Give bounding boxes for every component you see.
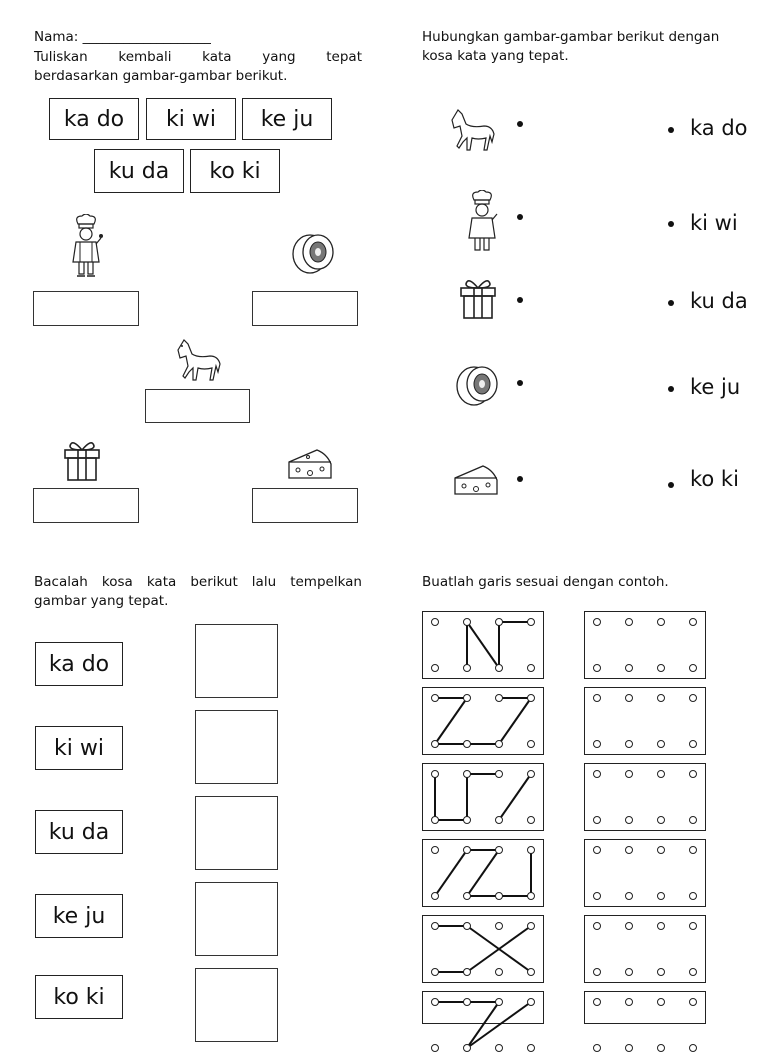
practice-dot-grid[interactable] [584,915,706,983]
grid-dot [464,817,471,824]
practice-dot-grid[interactable] [584,611,706,679]
grid-dot [690,1045,697,1052]
guide-line [467,1002,531,1048]
guide-line [467,622,499,668]
word-card: ka do [49,98,139,140]
grid-dot [528,893,535,900]
example-dot-grid [422,687,544,755]
grid-dot [528,923,535,930]
grid-dot [464,695,471,702]
match-dot[interactable] [517,476,523,482]
grid-dot [658,817,665,824]
guide-line [499,774,531,820]
grid-dot [594,893,601,900]
word-card: ke ju [242,98,332,140]
word-card: ku da [35,810,123,854]
grid-dot [626,695,633,702]
gift-icon [62,438,102,482]
chef-icon [66,214,106,284]
grid-dot [658,619,665,626]
grid-dot [464,619,471,626]
section3-instruction-line1: Bacalah kosa kata berikut lalu tempelkan [34,574,362,590]
grid-dot [496,665,503,672]
grid-dot [528,771,535,778]
grid-dot [690,893,697,900]
picture-paste-box[interactable] [195,796,278,870]
answer-box[interactable] [252,488,358,523]
match-dot[interactable] [517,214,523,220]
guide-line [499,698,531,744]
grid-dot [594,1045,601,1052]
grid-dot [658,847,665,854]
cheese-icon [452,462,500,498]
grid-dot [496,923,503,930]
grid-dot [594,923,601,930]
grid-dot [626,893,633,900]
section3-instruction-line2: gambar yang tepat. [34,593,169,609]
guide-line [467,850,499,896]
picture-paste-box[interactable] [195,624,278,698]
grid-dot [496,969,503,976]
practice-dot-grid[interactable] [584,763,706,831]
grid-dot [528,969,535,976]
horse-icon [446,106,498,152]
grid-dot [594,771,601,778]
grid-dot [496,999,503,1006]
grid-dot [626,923,633,930]
picture-paste-box[interactable] [195,710,278,784]
grid-dot [432,695,439,702]
kiwi-icon [454,362,502,408]
grid-dot [626,1045,633,1052]
grid-dot [496,741,503,748]
match-word: ko ki [690,467,739,491]
grid-dot [690,665,697,672]
grid-dot [594,847,601,854]
section2-instruction-line2: kosa kata yang tepat. [422,48,569,64]
grid-dot [594,969,601,976]
grid-dot [432,999,439,1006]
grid-dot [496,695,503,702]
grid-dot [432,817,439,824]
chef-icon [462,190,502,260]
grid-dot [464,1045,471,1052]
grid-dot [496,893,503,900]
grid-dot [528,695,535,702]
grid-dot [658,741,665,748]
grid-dot [496,1045,503,1052]
grid-dot [626,665,633,672]
grid-dot [432,893,439,900]
grid-dot [528,665,535,672]
grid-dot [464,771,471,778]
grid-dot [464,923,471,930]
answer-box[interactable] [252,291,358,326]
match-word: ki wi [690,211,738,235]
grid-dot [464,847,471,854]
practice-dot-grid[interactable] [584,687,706,755]
word-card: ko ki [190,149,280,193]
grid-dot [658,893,665,900]
grid-dot [690,619,697,626]
example-dot-grid [422,991,544,1024]
grid-dot [690,695,697,702]
match-dot[interactable] [517,297,523,303]
grid-dot [690,817,697,824]
match-dot[interactable] [668,386,674,392]
grid-dot [464,893,471,900]
example-dot-grid [422,839,544,907]
grid-dot [626,969,633,976]
practice-dot-grid[interactable] [584,991,706,1024]
section4-instruction: Buatlah garis sesuai dengan contoh. [422,574,669,590]
grid-dot [496,771,503,778]
grid-dot [432,923,439,930]
match-dot[interactable] [517,380,523,386]
grid-dot [626,817,633,824]
grid-dot [690,923,697,930]
practice-dot-grid[interactable] [584,839,706,907]
example-dot-grid [422,763,544,831]
match-dot[interactable] [668,127,674,133]
grid-dot [496,817,503,824]
word-card: ka do [35,642,123,686]
example-dot-grid [422,611,544,679]
match-dot[interactable] [517,121,523,127]
grid-dot [432,741,439,748]
name-label: Nama: ___________________ [34,29,211,45]
section1-instruction-line1: Tuliskan kembali kata yang tepat [34,49,362,65]
match-word: ka do [690,116,748,140]
grid-dot [528,1045,535,1052]
section1-instruction-line2: berdasarkan gambar-gambar berikut. [34,68,288,84]
guide-line [435,698,467,744]
word-card: ki wi [146,98,236,140]
grid-dot [496,619,503,626]
grid-dot [432,969,439,976]
word-card: ke ju [35,894,123,938]
grid-dot [626,999,633,1006]
grid-dot [432,771,439,778]
grid-dot [690,999,697,1006]
grid-dot [626,741,633,748]
grid-dot [528,817,535,824]
grid-dot [658,665,665,672]
grid-dot [594,695,601,702]
section2-instruction-line1: Hubungkan gambar-gambar berikut dengan [422,29,720,45]
answer-box[interactable] [145,389,250,423]
grid-dot [432,619,439,626]
guide-line [435,850,467,896]
word-card: ku da [94,149,184,193]
grid-dot [464,999,471,1006]
example-dot-grid [422,915,544,983]
grid-dot [432,1045,439,1052]
horse-icon [172,336,224,382]
grid-dot [464,665,471,672]
grid-dot [464,741,471,748]
grid-dot [658,923,665,930]
grid-dot [432,847,439,854]
grid-dot [658,969,665,976]
grid-dot [690,741,697,748]
grid-dot [594,741,601,748]
grid-dot [626,847,633,854]
grid-dot [690,847,697,854]
match-dot[interactable] [668,221,674,227]
match-word: ku da [690,289,748,313]
answer-box[interactable] [33,488,139,523]
kiwi-icon [290,230,338,276]
guide-line [467,1002,499,1048]
grid-dot [528,847,535,854]
picture-paste-box[interactable] [195,882,278,956]
grid-dot [594,817,601,824]
gift-icon [458,276,498,320]
grid-dot [658,771,665,778]
grid-dot [594,665,601,672]
word-card: ki wi [35,726,123,770]
grid-dot [690,771,697,778]
grid-dot [432,665,439,672]
match-dot[interactable] [668,482,674,488]
grid-dot [528,619,535,626]
grid-dot [464,969,471,976]
grid-dot [658,1045,665,1052]
answer-box[interactable] [33,291,139,326]
match-word: ke ju [690,375,741,399]
grid-dot [626,771,633,778]
match-dot[interactable] [668,300,674,306]
grid-dot [528,999,535,1006]
word-card: ko ki [35,975,123,1019]
grid-dot [594,999,601,1006]
grid-dot [658,695,665,702]
grid-dot [528,741,535,748]
grid-dot [690,969,697,976]
grid-dot [658,999,665,1006]
grid-dot [626,619,633,626]
grid-dot [594,619,601,626]
picture-paste-box[interactable] [195,968,278,1042]
cheese-icon [286,446,334,482]
grid-dot [496,847,503,854]
